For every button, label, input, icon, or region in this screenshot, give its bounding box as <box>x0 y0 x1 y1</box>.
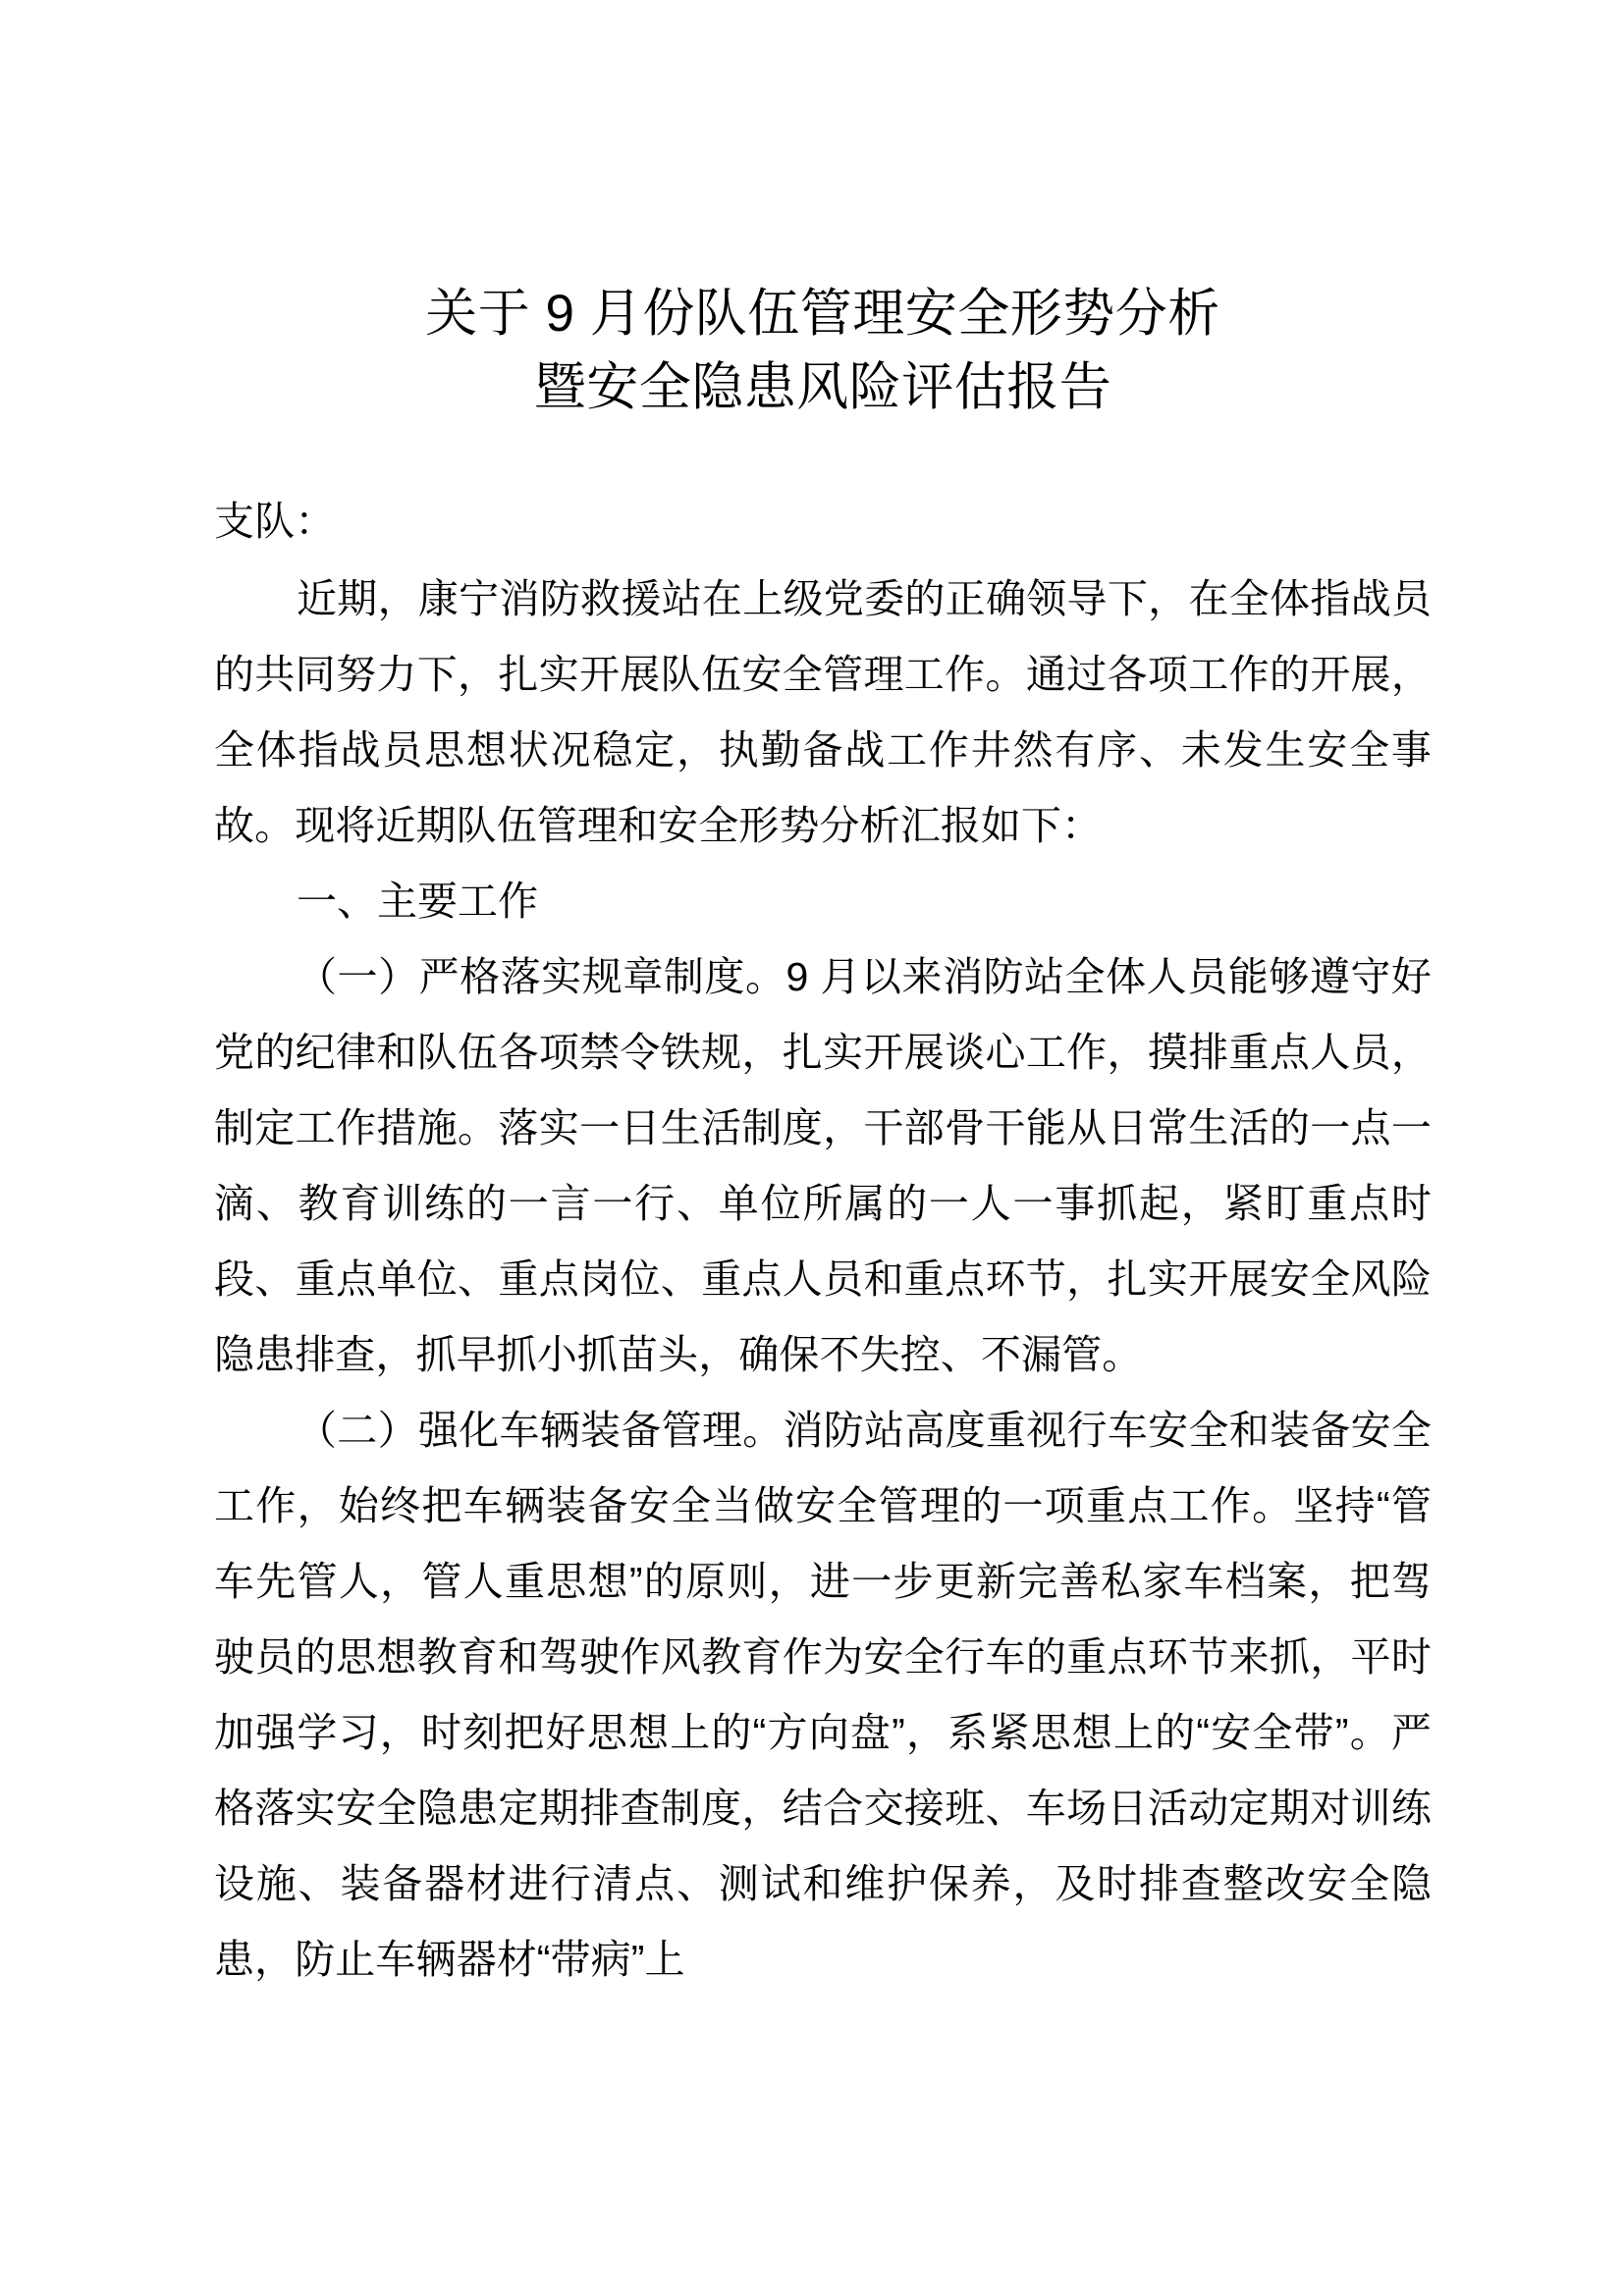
page-title <box>214 0 1432 424</box>
salutation: 支队： <box>214 499 336 544</box>
page-title-line-2: 暨安全隐患风险评估报告 <box>533 358 1112 416</box>
section-heading-one: 一、主要工作 <box>297 879 538 924</box>
paragraph-item-two: （二）强化车辆装备管理。消防站高度重视行车安全和装备安全工作，始终把车辆装备安全当做安全管理的一项重点工作。坚持“管车先管人，管人重思想”的原则，进一步更新完善私家车档案，把驾驶员的思想教育和驾驶作风教育作为安全行车的重点环节来抓，平时加强学习，时刻把好思想上的“方向盘”，系紧思想上的“安全带”。严格落实安全隐患定期排查制度，结合交接班、车场日活动定期对训练设施、装备器材进行清点、测试和维护保养，及时排查整改安全隐患，防止车辆器材“带病”上 <box>214 1408 1432 1982</box>
paragraph-intro: 近期，康宁消防救援站在上级党委的正确领导下，在全体指战员的共同努力下，扎实开展队伍安全管理工作。通过各项工作的开展，全体指战员思想状况稳定，执勤备战工作井然有序、未发生安全事故。现将近期队伍管理和安全形势分析汇报如下： <box>214 576 1432 848</box>
page-title-line-1: 关于 9 月份队伍管理安全形势分析 <box>425 285 1220 343</box>
paragraph-item-one: （一）严格落实规章制度。9 月以来消防站全体人员能够遵守好党的纪律和队伍各项禁令铁规，扎实开展谈心工作，摸排重点人员，制定工作措施。落实一日生活制度，干部骨干能从日常生活的一点一滴、教育训练的一言一行、单位所属的一人一事抓起，紧盯重点时段、重点单位、重点岗位、重点人员和重点环节，扎实开展安全风险隐患排查，抓早抓小抓苗头，确保不失控、不漏管。 <box>214 954 1432 1377</box>
document-content <box>214 0 1432 1998</box>
